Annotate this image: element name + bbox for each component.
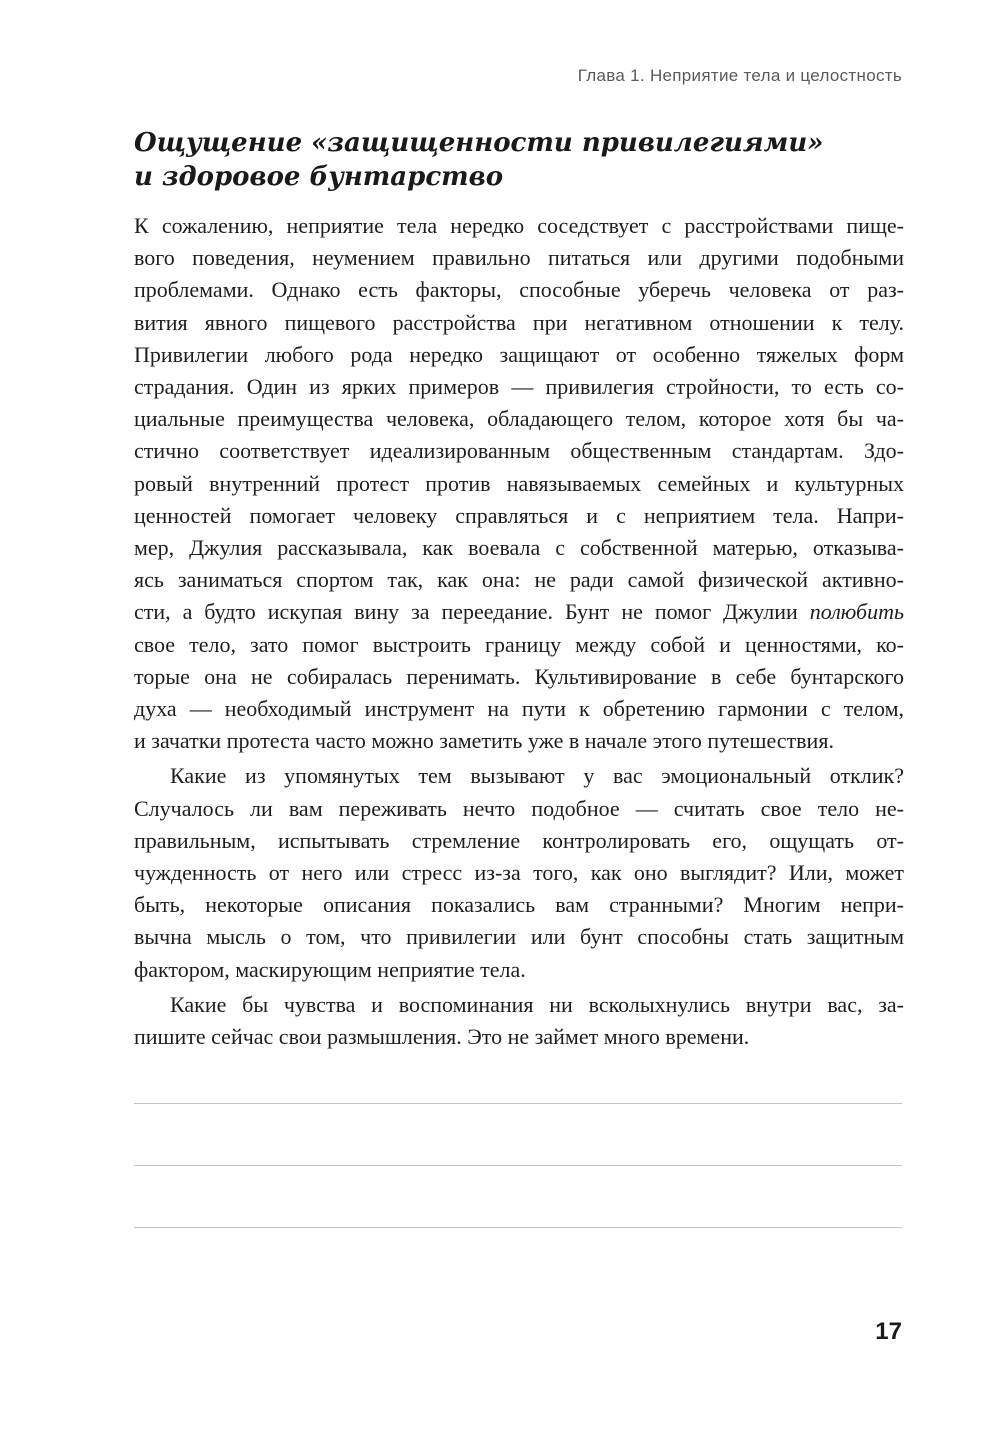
text-line: быть, некоторые описания показались вам странными? Многим непри-	[134, 892, 904, 918]
text-line: свое тело, зато помог выстроить границу между собой и ценностями, ко-	[134, 631, 904, 657]
text-line: мер, Джулия рассказывала, как воевала с собственной матерью, отказыва-	[134, 535, 904, 561]
page-number: 17	[875, 1318, 902, 1345]
text-line: Случалось ли вам переживать нечто подобное — считать свое тело не-	[134, 795, 904, 821]
text-line	[134, 596, 904, 628]
text-line: чужденность от него или стресс из-за того, как оно выглядит? Или, может	[134, 860, 904, 886]
emphasis-word: полюбить	[809, 599, 904, 625]
body-text	[134, 210, 904, 1053]
section-title	[134, 126, 874, 194]
text-line: страдания. Один из ярких примеров — привилегия стройности, то есть со-	[134, 374, 904, 400]
answer-lines	[134, 1103, 902, 1289]
paragraph-1	[134, 210, 904, 757]
section-title-line: Ощущение «защищенности привилегиями»	[134, 128, 824, 158]
text-line: ценностей помогает человеку справляться и с неприятием тела. Напри-	[134, 502, 904, 528]
text-line: Привилегии любого рода нередко защищают от особенно тяжелых форм	[134, 341, 904, 367]
text-line: духа — необходимый инструмент на пути к обретению гармонии с телом,	[134, 696, 904, 722]
answer-line	[134, 1165, 902, 1166]
text-line-part: сти, а будто искупая вину за переедание. Бунт не помог Джулии	[134, 599, 810, 625]
text-line: вого поведения, неумением правильно питаться или другими подобными	[134, 245, 904, 271]
text-line: проблемами. Однако есть факторы, способные уберечь человека от раз-	[134, 277, 904, 303]
section-title-line: и здоровое бунтарство	[134, 162, 504, 192]
text-line: ясь заниматься спортом так, как она: не ради самой физической активно-	[134, 567, 904, 593]
text-line: и зачатки протеста часто можно заметить уже в начале этого путешествия.	[134, 728, 834, 754]
paragraph-2	[134, 760, 904, 985]
paragraph-3	[134, 989, 904, 1053]
running-header: Глава 1. Неприятие тела и целостность	[577, 66, 902, 85]
text-line: торые она не собиралась перенимать. Культивирование в себе бунтарского	[134, 663, 904, 689]
text-line: Какие бы чувства и воспоминания ни всколыхнулись внутри вас, за-	[170, 991, 904, 1017]
text-line: вычна мысль о том, что привилегии или бунт способны стать защитным	[134, 924, 904, 950]
text-line: фактором, маскирующим неприятие тела.	[134, 956, 526, 982]
text-line: ровый внутренний протест против навязываемых семейных и культурных	[134, 470, 904, 496]
text-line: правильным, испытывать стремление контролировать его, ощущать от-	[134, 827, 904, 853]
answer-line	[134, 1227, 902, 1228]
text-line: стично соответствует идеализированным общественным стандартам. Здо-	[134, 438, 904, 464]
text-line: пишите сейчас свои размышления. Это не займет много времени.	[134, 1024, 750, 1050]
text-line: К сожалению, неприятие тела нередко соседствует с расстройствами пище-	[134, 213, 904, 238]
text-line: Какие из упомянутых тем вызывают у вас эмоциональный отклик?	[170, 763, 904, 789]
text-line: вития явного пищевого расстройства при негативном отношении к телу.	[134, 309, 904, 335]
text-line: циальные преимущества человека, обладающего телом, которое хотя бы ча-	[134, 406, 904, 432]
answer-line	[134, 1103, 902, 1104]
